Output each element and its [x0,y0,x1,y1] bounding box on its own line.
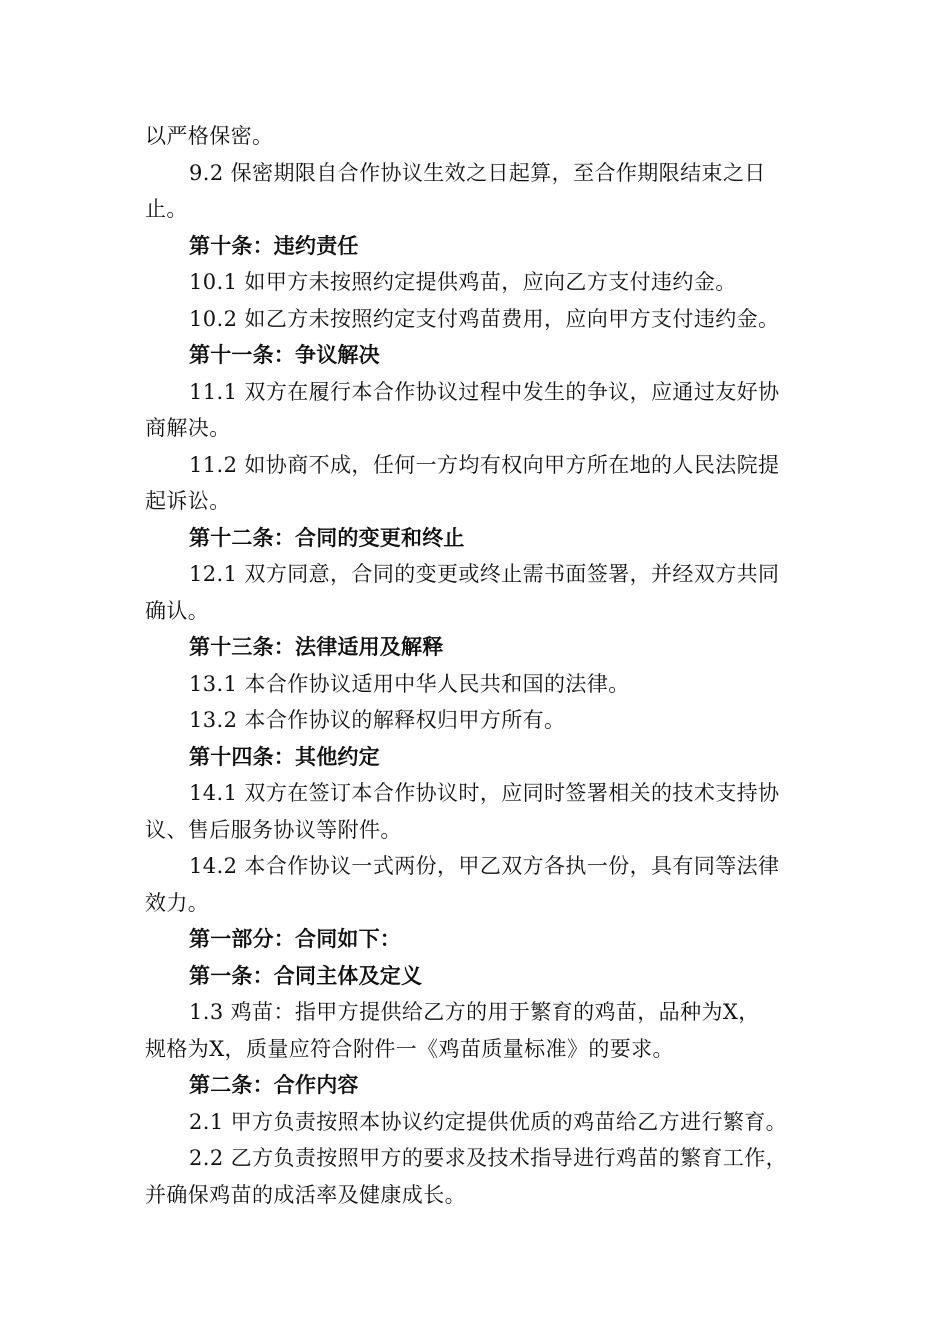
paragraph-line: 13.2 本合作协议的解释权归甲方所有。 [189,708,566,732]
section-heading: 第二条：合作内容 [189,1073,359,1097]
paragraph-line: 确认。 [145,598,210,623]
section-heading: 第十二条：合同的变更和终止 [189,525,465,550]
paragraph-line: 11.2 如协商不成，任何一方均有权向甲方所在地的人民法院提 [189,452,780,477]
paragraph-line: 10.1 如甲方未按照约定提供鸡苗，应向乙方支付违约金。 [189,270,737,294]
paragraph-line: 11.1 双方在履行本合作协议过程中发生的争议，应通过友好协 [189,379,780,404]
paragraph-line: 9.2 保密期限自合作协议生效之日起算，至合作期限结束之日 [189,160,766,185]
paragraph-line: 10.2 如乙方未按照约定支付鸡苗费用，应向甲方支付违约金。 [189,306,780,331]
section-heading: 第一部分：合同如下： [189,927,401,951]
paragraph-line: 14.2 本合作协议一式两份，甲乙双方各执一份，具有同等法律 [189,854,780,878]
section-heading: 第十一条：争议解决 [189,343,380,367]
paragraph-line: 以严格保密。 [145,124,274,148]
paragraph-line: 1.3 鸡苗：指甲方提供给乙方的用于繁育的鸡苗，品种为X， [189,1000,760,1024]
paragraph-line: 并确保鸡苗的成活率及健康成长。 [145,1182,466,1207]
section-heading: 第十四条：其他约定 [189,744,380,769]
paragraph-line: 13.1 本合作协议适用中华人民共和国的法律。 [189,671,630,696]
paragraph-line: 12.1 双方同意，合同的变更或终止需书面签署，并经双方共同 [189,562,780,586]
section-heading: 第十条：违约责任 [189,233,359,258]
section-heading: 第一条：合同主体及定义 [189,963,423,988]
paragraph-line: 起诉讼。 [145,489,231,513]
paragraph-line: 2.2 乙方负责按照甲方的要求及技术指导进行鸡苗的繁育工作， [189,1146,788,1170]
document-body [145,118,810,1213]
paragraph-line: 效力。 [145,890,210,915]
paragraph-line: 商解决。 [145,416,231,440]
paragraph-line: 议、售后服务协议等附件。 [145,817,402,842]
paragraph-line: 2.1 甲方负责按照本协议约定提供优质的鸡苗给乙方进行繁育。 [189,1109,788,1134]
paragraph-line: 规格为X，质量应符合附件一《鸡苗质量标准》的要求。 [145,1036,674,1061]
paragraph-line: 14.1 双方在签订本合作协议时，应同时签署相关的技术支持协 [189,781,780,805]
section-heading: 第十三条：法律适用及解释 [189,635,444,659]
paragraph-line: 止。 [145,197,188,221]
